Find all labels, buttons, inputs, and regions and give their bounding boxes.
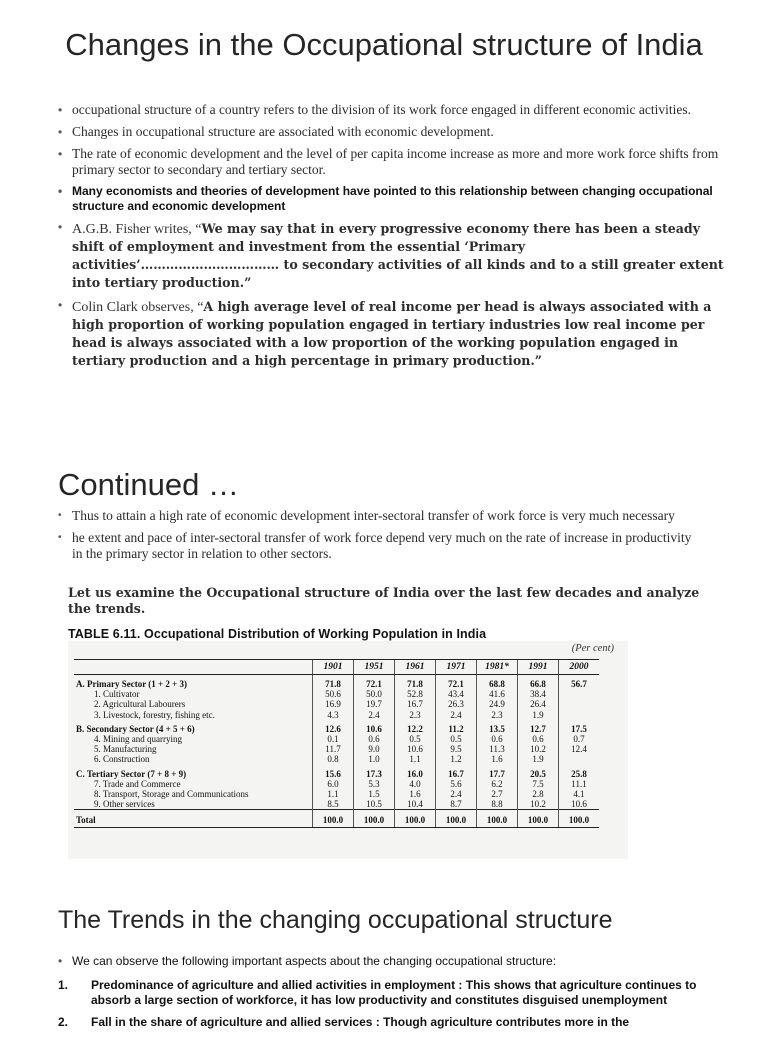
trend-text: Predominance of agriculture and allied activities in employment : This shows that agriculture continues to absorb a large section of workforce, it has low productivity and constitutes disguised unemployment xyxy=(91,978,697,1007)
cell-value: 12.2 xyxy=(395,720,436,734)
table-body xyxy=(74,675,599,828)
table-row xyxy=(74,734,599,744)
row-label: 8. Transport, Storage and Communications xyxy=(94,789,249,800)
cell-value: 1.5 xyxy=(354,789,395,799)
table-row xyxy=(74,675,599,690)
fisher-intro: A.G.B. Fisher writes, “ xyxy=(72,222,202,237)
cell-value: 1.6 xyxy=(395,789,436,799)
cell-value: 15.6 xyxy=(313,765,354,779)
row-label: 6. Construction xyxy=(94,754,150,765)
cell-value: 16.7 xyxy=(436,765,477,779)
cell-value: 12.7 xyxy=(518,720,559,734)
cell-value: 72.1 xyxy=(354,675,395,690)
slide3-bullets xyxy=(58,954,718,975)
cell-value: 0.8 xyxy=(313,754,354,764)
cell-value: 0.6 xyxy=(477,734,518,744)
table-row xyxy=(74,765,599,779)
cell-value xyxy=(559,689,600,699)
cell-value: 16.7 xyxy=(395,699,436,709)
cell-value: 71.8 xyxy=(395,675,436,690)
cell-value: 2.4 xyxy=(436,789,477,799)
trend-text: Fall in the share of agriculture and allied services : Though agriculture contributes more in the xyxy=(91,1015,630,1029)
bullet-rate: • The rate of economic development and the level of per capita income increase as more and more work force shifts from primary sector to secondary and tertiary sector. xyxy=(58,146,728,178)
cell-value: 6.0 xyxy=(313,779,354,789)
cell-value: 19.7 xyxy=(354,699,395,709)
cell-value: 100.0 xyxy=(559,810,600,828)
slide-continued xyxy=(0,455,768,900)
cell-value: 38.4 xyxy=(518,689,559,699)
bullet-clark xyxy=(58,298,728,370)
row-label: A. Primary Sector (1 + 2 + 3) xyxy=(76,679,188,689)
slide-occupational-structure xyxy=(0,0,768,445)
cell-value: 26.4 xyxy=(518,699,559,709)
bullet-observe: • We can observe the following important aspects about the changing occupational structure: xyxy=(58,954,718,969)
cell-value: 2.7 xyxy=(477,789,518,799)
occupational-table xyxy=(74,659,599,828)
cell-value: 8.5 xyxy=(313,799,354,810)
cell-value: 1.2 xyxy=(436,754,477,764)
header-year: 2000 xyxy=(559,660,600,675)
cell-value: 20.5 xyxy=(518,765,559,779)
cell-value: 0.7 xyxy=(559,734,600,744)
table-row xyxy=(74,810,599,828)
examine-text: Let us examine the Occupational structure of India over the last few decades and analyze the trends. xyxy=(68,585,700,616)
cell-value: 11.7 xyxy=(313,744,354,754)
bullet-economists: • Many economists and theories of development have pointed to this relationship between changing occupational structure and economic development xyxy=(58,184,728,214)
table-row xyxy=(74,720,599,734)
cell-value: 100.0 xyxy=(477,810,518,828)
trend-list xyxy=(58,978,718,1037)
header-year: 1951 xyxy=(354,660,395,675)
cell-value: 1.6 xyxy=(477,754,518,764)
cell-value: 13.5 xyxy=(477,720,518,734)
cell-value: 1.1 xyxy=(395,754,436,764)
cell-value: 4.3 xyxy=(313,710,354,720)
cell-value: 7.5 xyxy=(518,779,559,789)
clark-intro: Colin Clark observes, “ xyxy=(72,300,204,315)
bullet-fisher xyxy=(58,220,728,292)
slide1-title: Changes in the Occupational structure of India xyxy=(65,27,703,62)
header-label xyxy=(74,660,313,675)
cell-value: 41.6 xyxy=(477,689,518,699)
cell-value: 50.6 xyxy=(313,689,354,699)
table-row xyxy=(74,699,599,709)
header-year: 1901 xyxy=(313,660,354,675)
cell-value xyxy=(559,710,600,720)
cell-value: 24.9 xyxy=(477,699,518,709)
cell-value: 26.3 xyxy=(436,699,477,709)
cell-value: 2.3 xyxy=(395,710,436,720)
cell-value: 100.0 xyxy=(436,810,477,828)
header-year: 1991 xyxy=(518,660,559,675)
row-label: 3. Livestock, forestry, fishing etc. xyxy=(94,709,215,720)
cell-value: 4.0 xyxy=(395,779,436,789)
cell-value: 8.8 xyxy=(477,799,518,810)
cell-value: 66.8 xyxy=(518,675,559,690)
cell-value: 100.0 xyxy=(313,810,354,828)
cell-value: 1.9 xyxy=(518,754,559,764)
cell-value: 10.2 xyxy=(518,744,559,754)
cell-value: 52.8 xyxy=(395,689,436,699)
slide3-title: The Trends in the changing occupational structure xyxy=(58,906,613,934)
trend-item xyxy=(58,978,718,1008)
trend-number: 1. xyxy=(58,978,69,992)
row-label: 7. Trade and Commerce xyxy=(94,778,181,789)
cell-value xyxy=(559,699,600,709)
cell-value: 56.7 xyxy=(559,675,600,690)
cell-value: 1.9 xyxy=(518,710,559,720)
table-unit: (Per cent) xyxy=(571,643,614,654)
table-row xyxy=(74,799,599,810)
header-year: 1971 xyxy=(436,660,477,675)
slide-trends xyxy=(0,900,768,1029)
cell-value: 9.0 xyxy=(354,744,395,754)
cell-value: 11.3 xyxy=(477,744,518,754)
table-row xyxy=(74,754,599,764)
cell-value: 2.4 xyxy=(354,710,395,720)
cell-value: 1.1 xyxy=(313,789,354,799)
cell-value: 11.1 xyxy=(559,779,600,789)
cell-value: 5.3 xyxy=(354,779,395,789)
cell-value: 2.4 xyxy=(436,710,477,720)
slide2-bullets xyxy=(58,508,698,568)
table-row xyxy=(74,710,599,720)
cell-value: 12.4 xyxy=(559,744,600,754)
trend-number: 2. xyxy=(58,1015,69,1029)
slide1-bullets xyxy=(58,102,728,376)
bullet-association: • Changes in occupational structure are associated with economic development. xyxy=(58,124,728,140)
cell-value: 10.2 xyxy=(518,799,559,810)
cell-value: 10.5 xyxy=(354,799,395,810)
cell-value: 10.6 xyxy=(559,799,600,810)
cell-value: 16.0 xyxy=(395,765,436,779)
cell-value: 0.1 xyxy=(313,734,354,744)
cell-value: 9.5 xyxy=(436,744,477,754)
row-label: 2. Agricultural Labourers xyxy=(94,699,186,710)
table-image xyxy=(68,641,628,859)
clark-quote: A high average level of real income per head is always associated with a high proportion of working population engaged in tertiary industries low real income per head is always associated with a low proportion of the working population engaged in tertiary production and a high percentage in primary production.” xyxy=(72,299,712,368)
cell-value: 68.8 xyxy=(477,675,518,690)
cell-value: 25.8 xyxy=(559,765,600,779)
slide2-title: Continued … xyxy=(58,467,239,502)
cell-value xyxy=(559,754,600,764)
table-header-row xyxy=(74,660,599,675)
row-label: B. Secondary Sector (4 + 5 + 6) xyxy=(76,723,195,734)
cell-value: 10.6 xyxy=(354,720,395,734)
cell-value: 43.4 xyxy=(436,689,477,699)
header-year: 1961 xyxy=(395,660,436,675)
fisher-quote: We may say that in every progressive economy there has been a steady shift of employment and investment from the essential ‘Primary activities’…………………………… to secondary activities of all kinds and to a still greater extent into tertiary production.” xyxy=(72,221,724,290)
cell-value: 10.4 xyxy=(395,799,436,810)
cell-value: 100.0 xyxy=(395,810,436,828)
table-title: TABLE 6.11. Occupational Distribution of Working Population in India xyxy=(68,627,487,641)
cell-value: 100.0 xyxy=(354,810,395,828)
row-label: 4. Mining and quarrying xyxy=(94,734,182,745)
cell-value: 10.6 xyxy=(395,744,436,754)
header-year: 1981* xyxy=(477,660,518,675)
cell-value: 17.3 xyxy=(354,765,395,779)
cell-value: 16.9 xyxy=(313,699,354,709)
row-label: 1. Cultivator xyxy=(94,689,140,700)
cell-value: 0.5 xyxy=(436,734,477,744)
cell-value: 17.7 xyxy=(477,765,518,779)
row-label: C. Tertiary Sector (7 + 8 + 9) xyxy=(76,768,187,779)
table-row xyxy=(74,779,599,789)
row-label: 9. Other services xyxy=(94,799,155,810)
bullet-pace: • he extent and pace of inter-sectoral transfer of work force depend very much on the rate of increase in productivity in the primary sector in relation to other sectors. xyxy=(58,530,698,562)
table-row xyxy=(74,744,599,754)
trend-item xyxy=(58,1015,718,1030)
cell-value: 5.6 xyxy=(436,779,477,789)
table-row xyxy=(74,789,599,799)
cell-value: 0.5 xyxy=(395,734,436,744)
cell-value: 0.6 xyxy=(354,734,395,744)
cell-value: 1.0 xyxy=(354,754,395,764)
table-row xyxy=(74,689,599,699)
cell-value: 71.8 xyxy=(313,675,354,690)
cell-value: 0.6 xyxy=(518,734,559,744)
cell-value: 8.7 xyxy=(436,799,477,810)
cell-value: 4.1 xyxy=(559,789,600,799)
row-label: 5. Manufacturing xyxy=(94,744,157,755)
row-label: Total xyxy=(74,810,313,828)
bullet-definition: • occupational structure of a country refers to the division of its work force engaged in different economic activities. xyxy=(58,102,728,118)
cell-value: 11.2 xyxy=(436,720,477,734)
cell-value: 50.0 xyxy=(354,689,395,699)
cell-value: 72.1 xyxy=(436,675,477,690)
cell-value: 12.6 xyxy=(313,720,354,734)
cell-value: 100.0 xyxy=(518,810,559,828)
cell-value: 2.8 xyxy=(518,789,559,799)
cell-value: 2.3 xyxy=(477,710,518,720)
cell-value: 17.5 xyxy=(559,720,600,734)
cell-value: 6.2 xyxy=(477,779,518,789)
bullet-transfer: • Thus to attain a high rate of economic development inter-sectoral transfer of work force is very much necessary xyxy=(58,508,698,524)
